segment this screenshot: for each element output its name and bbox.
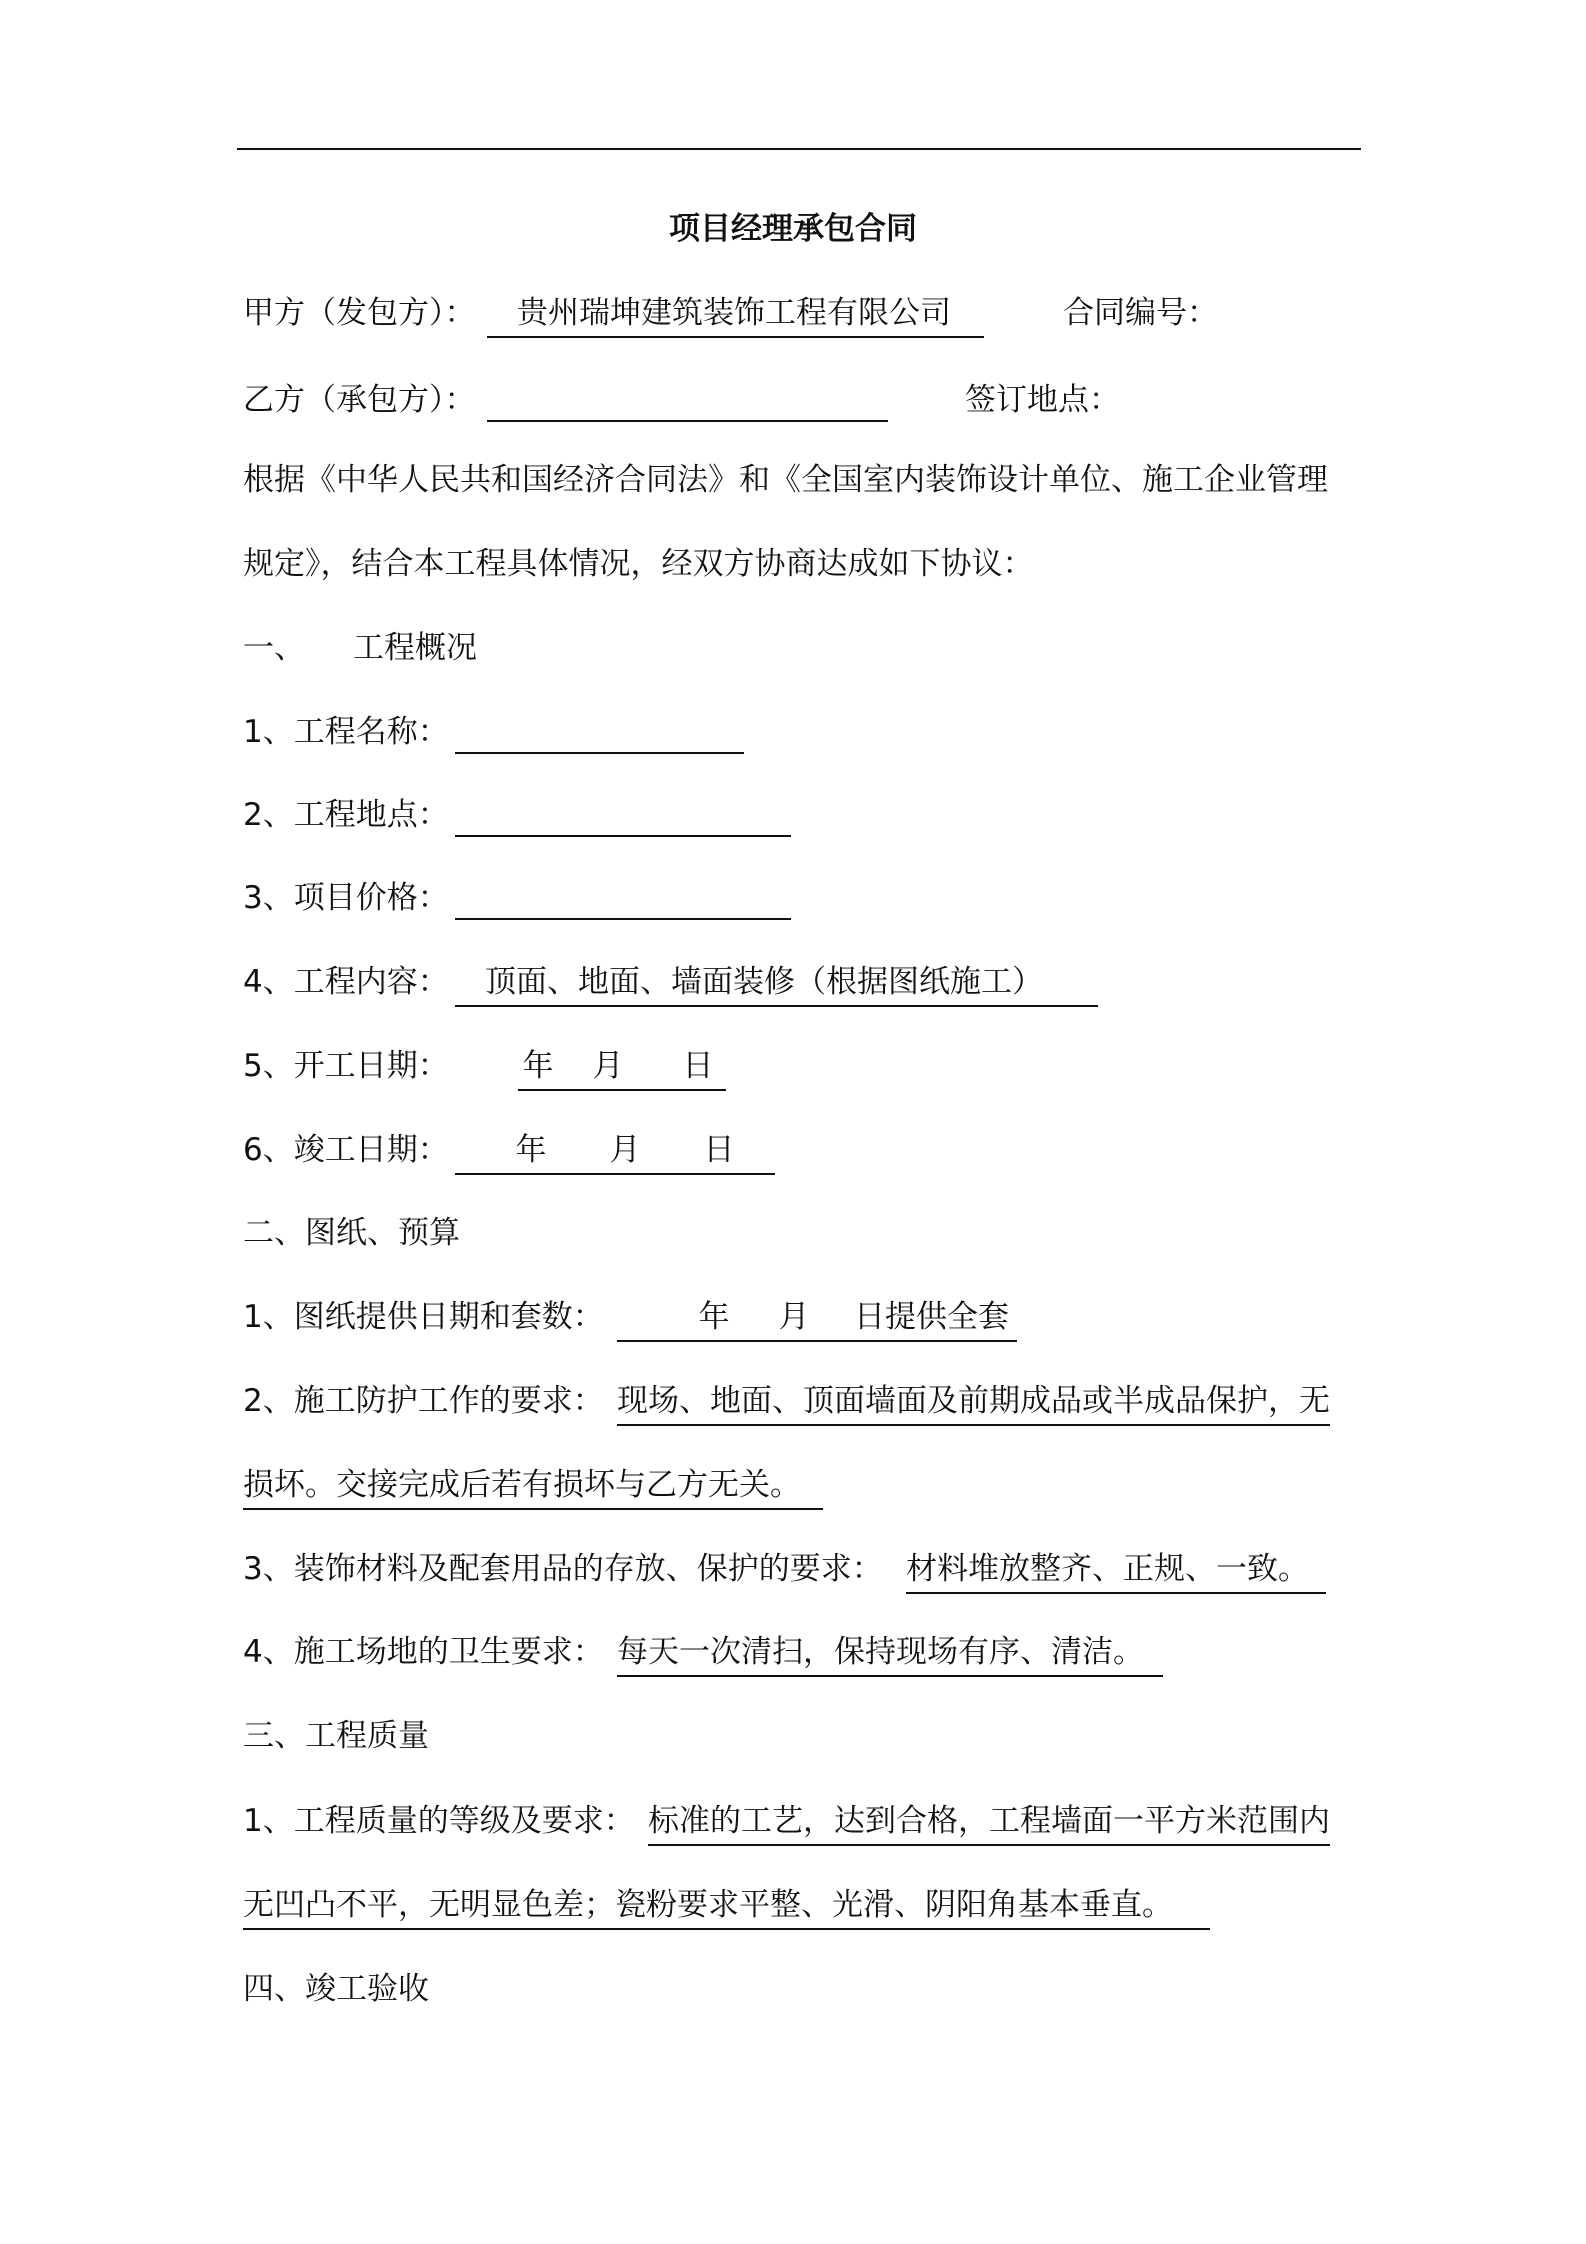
materials-value: 材料堆放整齐、正规、一致。 xyxy=(906,1549,1326,1594)
drawings-month: 月 xyxy=(778,1299,810,1335)
party-a-label: 甲方（发包方）： xyxy=(243,295,476,331)
party-b-blank xyxy=(487,420,888,422)
party-b-label: 乙方（承包方）： xyxy=(243,382,476,418)
project-content-label: 4、工程内容： xyxy=(243,964,449,1000)
header-rule xyxy=(237,148,1361,150)
project-location-blank xyxy=(455,835,791,837)
start-date-month: 月 xyxy=(592,1048,624,1084)
project-price-label: 3、项目价格： xyxy=(243,880,449,916)
project-location-label: 2、工程地点： xyxy=(243,797,449,833)
quality-value-1: 标准的工艺，达到合格，工程墙面一平方米范围内 xyxy=(648,1801,1330,1846)
drawings-date-value xyxy=(617,1297,1017,1342)
start-date-label: 5、开工日期： xyxy=(243,1048,449,1084)
hygiene-value: 每天一次清扫，保持现场有序、清洁。 xyxy=(617,1632,1163,1677)
document-title: 项目经理承包合同 xyxy=(669,211,917,247)
intro-line-2: 规定》，结合本工程具体情况，经双方协商达成如下协议： xyxy=(243,546,1034,582)
protection-label: 2、施工防护工作的要求： xyxy=(243,1383,604,1419)
project-name-label: 1、工程名称： xyxy=(243,714,449,750)
party-a-value: 贵州瑞坤建筑装饰工程有限公司 xyxy=(487,293,984,338)
drawings-tail: 日提供全套 xyxy=(854,1299,1009,1335)
start-date-value xyxy=(518,1046,726,1091)
protection-value-2: 损坏。交接完成后若有损坏与乙方无关。 xyxy=(243,1465,823,1510)
section-2-title: 二、图纸、预算 xyxy=(243,1215,460,1251)
intro-line-1: 根据《中华人民共和国经济合同法》和《全国室内装饰设计单位、施工企业管理 xyxy=(243,462,1328,498)
quality-value-2: 无凹凸不平，无明显色差；瓷粉要求平整、光滑、阴阳角基本垂直。 xyxy=(243,1885,1210,1930)
start-date-day: 日 xyxy=(682,1048,714,1084)
project-name-blank xyxy=(455,752,744,754)
end-date-year: 年 xyxy=(515,1132,547,1168)
project-price-blank xyxy=(455,918,791,920)
materials-label: 3、装饰材料及配套用品的存放、保护的要求： xyxy=(243,1551,883,1587)
project-content-value: 顶面、地面、墙面装修（根据图纸施工） xyxy=(455,962,1098,1007)
hygiene-label: 4、施工场地的卫生要求： xyxy=(243,1634,604,1670)
section-4-title: 四、竣工验收 xyxy=(243,1971,429,2007)
section-3-title: 三、工程质量 xyxy=(243,1718,429,1754)
section-1-title: 工程概况 xyxy=(353,630,477,666)
sign-place-label: 签订地点： xyxy=(965,382,1120,418)
end-date-value xyxy=(455,1130,775,1175)
contract-number-label: 合同编号： xyxy=(1063,295,1218,331)
section-1-number: 一、 xyxy=(243,630,305,666)
start-date-year: 年 xyxy=(522,1048,554,1084)
end-date-label: 6、竣工日期： xyxy=(243,1132,449,1168)
quality-label: 1、工程质量的等级及要求： xyxy=(243,1803,635,1839)
drawings-date-label: 1、图纸提供日期和套数： xyxy=(243,1299,604,1335)
drawings-year: 年 xyxy=(698,1299,730,1335)
end-date-month: 月 xyxy=(609,1132,641,1168)
protection-value-1: 现场、地面、顶面墙面及前期成品或半成品保护，无 xyxy=(617,1381,1330,1426)
end-date-day: 日 xyxy=(703,1132,735,1168)
